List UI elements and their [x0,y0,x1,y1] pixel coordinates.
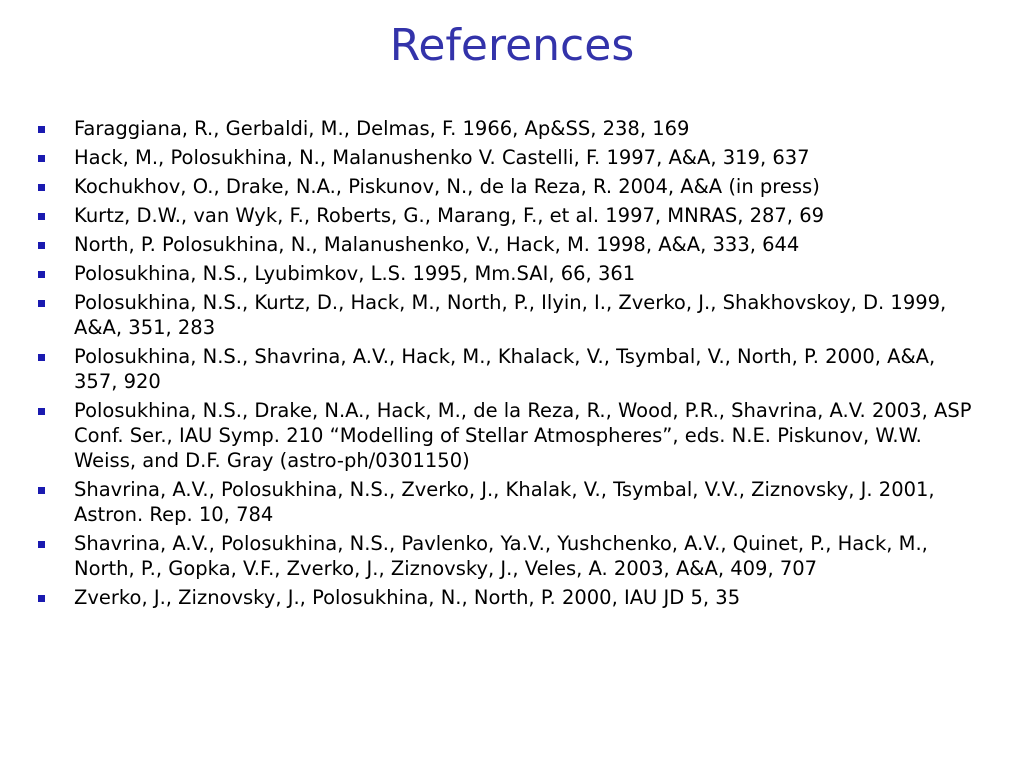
reference-item [34,116,984,141]
reference-item [34,261,984,286]
reference-text: Polosukhina, N.S., Shavrina, A.V., Hack, M., Khalack, V., Tsymbal, V., North, P. 2000, A&A, 357, 920 [74,345,936,393]
bullet-square-icon [38,242,45,249]
reference-item [34,174,984,199]
reference-text: Polosukhina, N.S., Drake, N.A., Hack, M., de la Reza, R., Wood, P.R., Shavrina, A.V. 2003, ASP Conf. Ser., IAU Symp. 210 “Modelling of Stellar Atmospheres”, eds. N.E. Piskunov, W.W. Weiss, and D.F. Gray (astro-ph/0301150) [74,399,972,472]
reference-text: Polosukhina, N.S., Kurtz, D., Hack, M., North, P., Ilyin, I., Zverko, J., Shakhovskoy, D. 1999, A&A, 351, 283 [74,291,947,339]
bullet-square-icon [38,487,45,494]
reference-text: Polosukhina, N.S., Lyubimkov, L.S. 1995, Mm.SAI, 66, 361 [74,262,636,285]
reference-text: North, P. Polosukhina, N., Malanushenko, V., Hack, M. 1998, A&A, 333, 644 [74,233,800,256]
reference-text: Kochukhov, O., Drake, N.A., Piskunov, N., de la Reza, R. 2004, A&A (in press) [74,175,820,198]
reference-item [34,531,984,581]
bullet-square-icon [38,155,45,162]
reference-item [34,398,984,473]
bullet-square-icon [38,541,45,548]
bullet-square-icon [38,595,45,602]
bullet-square-icon [38,354,45,361]
bullet-square-icon [38,271,45,278]
reference-item [34,290,984,340]
reference-item [34,344,984,394]
bullet-square-icon [38,300,45,307]
bullet-square-icon [38,408,45,415]
reference-item [34,585,984,610]
reference-item [34,477,984,527]
reference-text: Faraggiana, R., Gerbaldi, M., Delmas, F. 1966, Ap&SS, 238, 169 [74,117,690,140]
slide-title: References [389,20,635,71]
reference-text: Kurtz, D.W., van Wyk, F., Roberts, G., Marang, F., et al. 1997, MNRAS, 287, 69 [74,204,825,227]
reference-text: Shavrina, A.V., Polosukhina, N.S., Zverko, J., Khalak, V., Tsymbal, V.V., Ziznovsky, J. 2001, Astron. Rep. 10, 784 [74,478,935,526]
reference-text: Hack, M., Polosukhina, N., Malanushenko V. Castelli, F. 1997, A&A, 319, 637 [74,146,810,169]
bullet-square-icon [38,213,45,220]
reference-item [34,203,984,228]
reference-list [34,116,984,614]
reference-text: Zverko, J., Ziznovsky, J., Polosukhina, N., North, P. 2000, IAU JD 5, 35 [74,586,741,609]
bullet-square-icon [38,184,45,191]
bullet-square-icon [38,126,45,133]
reference-item [34,232,984,257]
reference-item [34,145,984,170]
reference-text: Shavrina, A.V., Polosukhina, N.S., Pavlenko, Ya.V., Yushchenko, A.V., Quinet, P., Hack, M., North, P., Gopka, V.F., Zverko, J., Ziznovsky, J., Veles, A. 2003, A&A, 409, 707 [74,532,928,580]
